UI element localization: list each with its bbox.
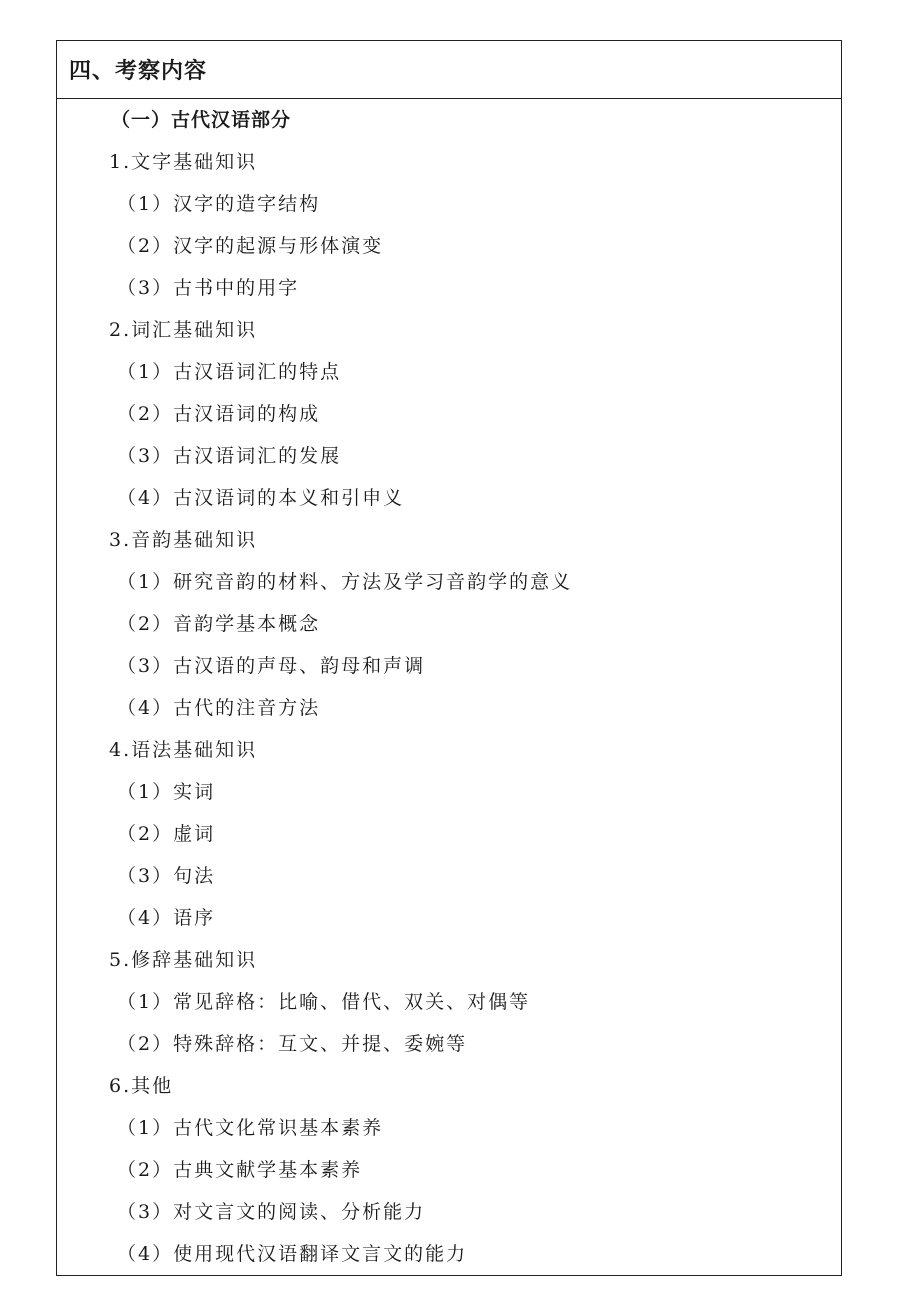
topic-item: （1）汉字的造字结构 bbox=[117, 193, 321, 215]
section-title: 四、考察内容 bbox=[69, 59, 208, 84]
topic-item: （2）古汉语词的构成 bbox=[117, 403, 321, 425]
topic-item: （1）常见辞格：比喻、借代、双关、对偶等 bbox=[117, 991, 531, 1013]
topic-title: 1.文字基础知识 bbox=[109, 151, 258, 173]
topic-item: （3）古汉语词汇的发展 bbox=[117, 445, 342, 467]
content-table bbox=[56, 40, 842, 1276]
subsection-title: （一）古代汉语部分 bbox=[111, 109, 292, 131]
topic-item: （1）实词 bbox=[117, 781, 216, 803]
topic-title: 4.语法基础知识 bbox=[109, 739, 258, 761]
topic-title: 3.音韵基础知识 bbox=[109, 529, 258, 551]
topic-item: （3）句法 bbox=[117, 865, 216, 887]
topic-item: （2）特殊辞格：互文、并提、委婉等 bbox=[117, 1033, 468, 1055]
topic-title: 5.修辞基础知识 bbox=[109, 949, 258, 971]
topic-item: （2）古典文献学基本素养 bbox=[117, 1159, 363, 1181]
table-header-row bbox=[57, 41, 841, 99]
table-body bbox=[57, 99, 841, 1275]
topic-title: 6.其他 bbox=[109, 1075, 174, 1097]
topic-item: （4）古汉语词的本义和引申义 bbox=[117, 487, 405, 509]
topic-item: （4）语序 bbox=[117, 907, 216, 929]
topic-item: （2）汉字的起源与形体演变 bbox=[117, 235, 384, 257]
topic-item: （1）古代文化常识基本素养 bbox=[117, 1117, 384, 1139]
topic-item: （1）研究音韵的材料、方法及学习音韵学的意义 bbox=[117, 571, 573, 593]
topic-item: （4）使用现代汉语翻译文言文的能力 bbox=[117, 1243, 468, 1265]
topic-item: （2）虚词 bbox=[117, 823, 216, 845]
topic-item: （3）古汉语的声母、韵母和声调 bbox=[117, 655, 426, 677]
topic-item: （1）古汉语词汇的特点 bbox=[117, 361, 342, 383]
topic-item: （3）对文言文的阅读、分析能力 bbox=[117, 1201, 426, 1223]
topic-item: （2）音韵学基本概念 bbox=[117, 613, 321, 635]
topic-item: （3）古书中的用字 bbox=[117, 277, 300, 299]
topic-title: 2.词汇基础知识 bbox=[109, 319, 258, 341]
topic-item: （4）古代的注音方法 bbox=[117, 697, 321, 719]
